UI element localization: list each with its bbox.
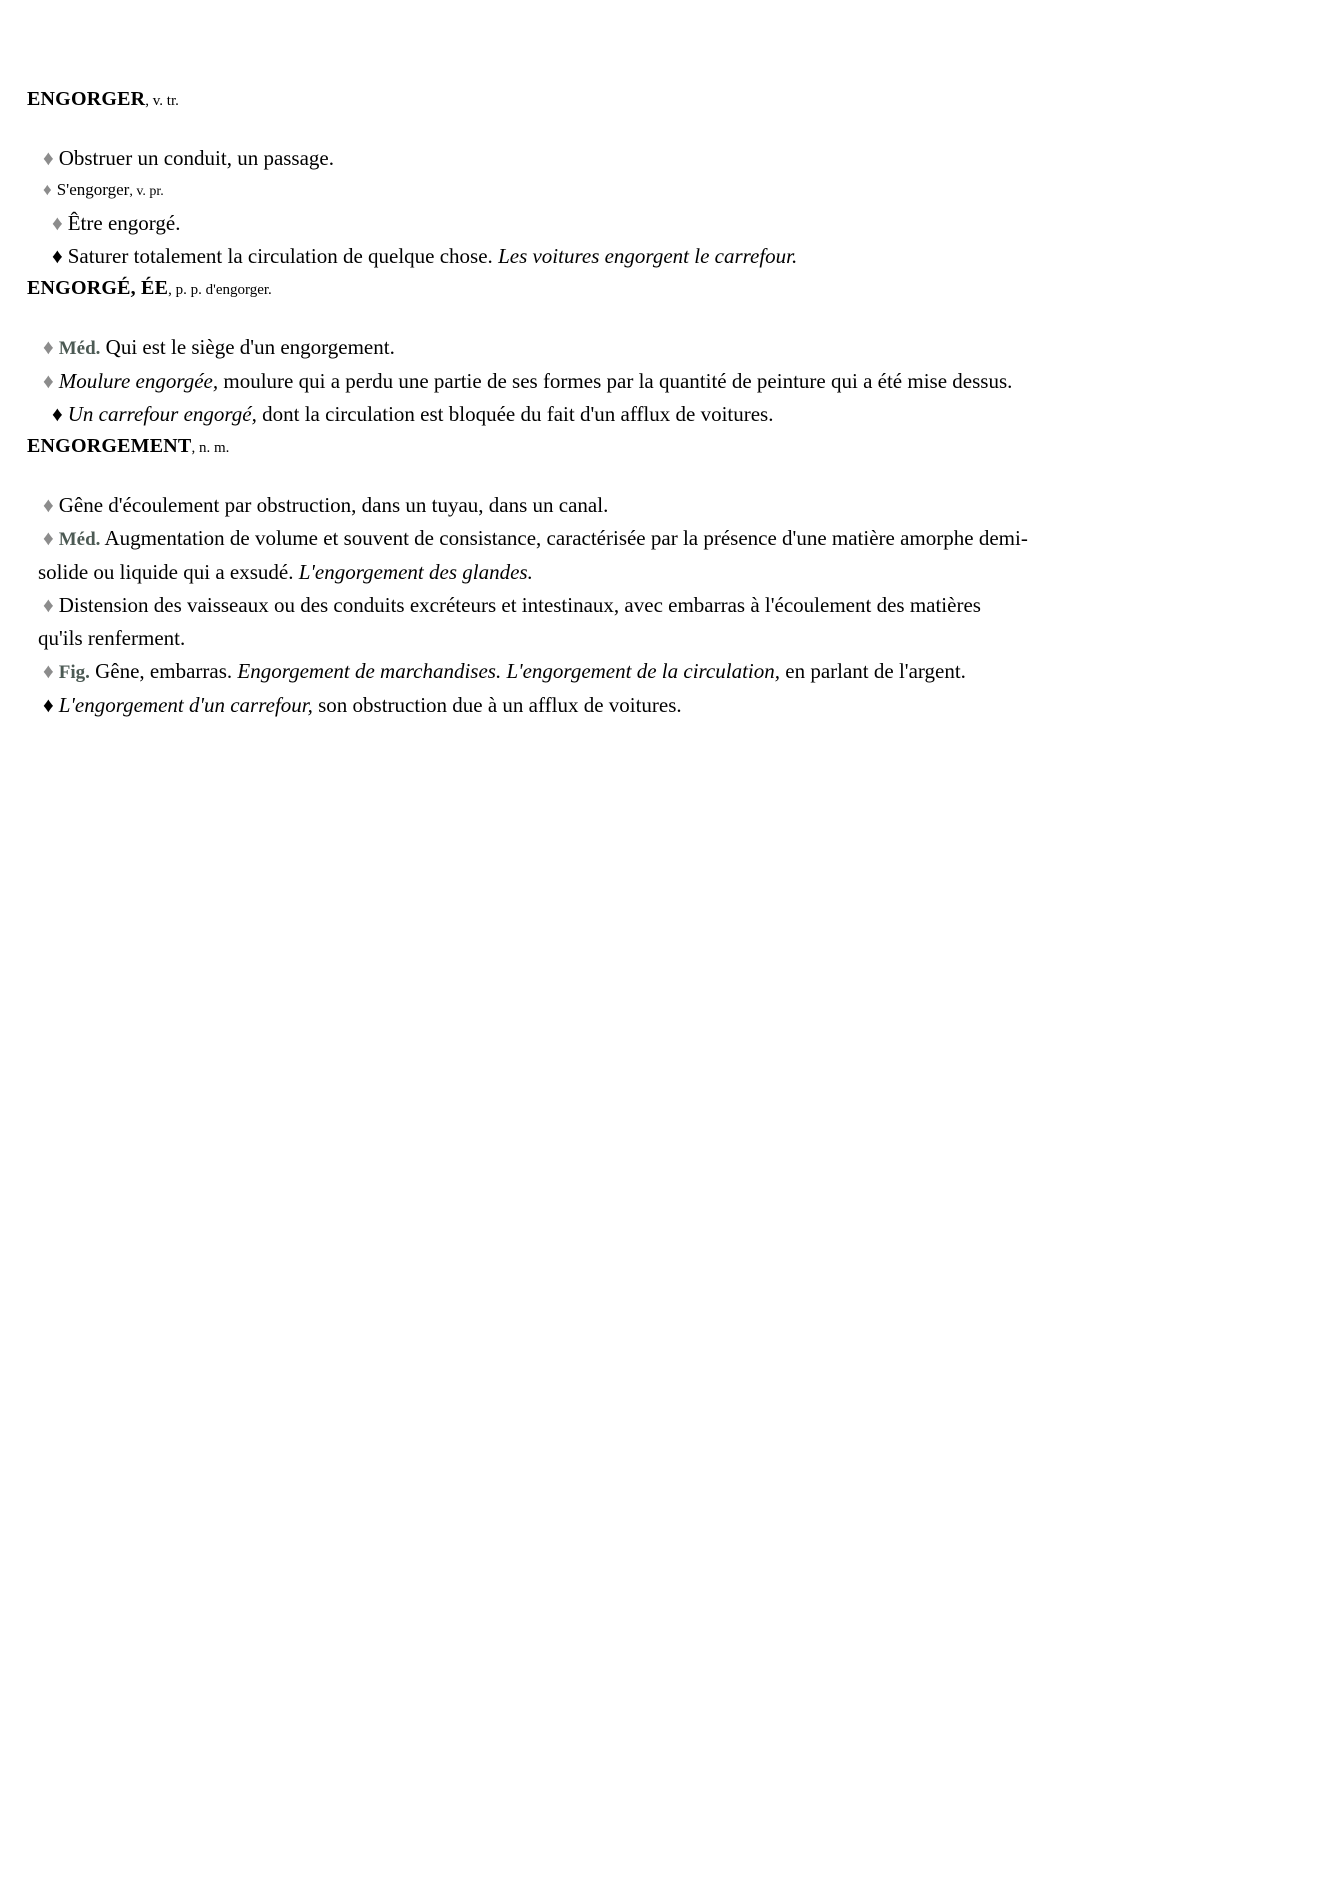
sense-line	[38, 489, 1028, 522]
sense-line	[38, 240, 1028, 273]
diamond-bullet-icon: ♦	[43, 526, 54, 550]
entry-engorge-ee	[0, 273, 1344, 431]
sense-text-normal: Obstruer un conduit, un passage.	[58, 146, 334, 170]
sense-line	[38, 522, 1028, 589]
grammar-label: , n. m.	[191, 440, 230, 456]
sense-text-normal: moulure qui a perdu une partie de ses formes par la quantité de peinture qui a été mise dessus.	[218, 369, 1013, 393]
sense-text-normal: Être engorgé.	[67, 211, 181, 235]
sense-text-normal: Gêne d'écoulement par obstruction, dans un tuyau, dans un canal.	[58, 493, 609, 517]
sense-text-italic: Engorgement de marchandises. L'engorgement de la circulation,	[237, 659, 780, 683]
sense-text-label: Fig.	[58, 662, 90, 683]
diamond-bullet-icon: ♦	[52, 244, 63, 268]
sense-text-normal: Distension des vaisseaux ou des conduits excréteurs et intestinaux, avec embarras à l'écoulement des matières qu'ils renferment.	[38, 593, 981, 650]
sense-text-italic: Un carrefour engorgé,	[67, 402, 257, 426]
diamond-bullet-icon: ♦	[43, 693, 54, 717]
sense-text-italic: L'engorgement des glandes.	[298, 560, 533, 584]
sense-text-normal: en parlant de l'argent.	[780, 659, 966, 683]
sense-text-normal: dont la circulation est bloquée du fait d'un afflux de voitures.	[256, 402, 774, 426]
headword-line	[27, 84, 1344, 116]
headword: ENGORGÉ, ÉE	[27, 277, 169, 299]
diamond-bullet-icon: ♦	[52, 211, 63, 235]
sense-text-normal: Gêne, embarras.	[89, 659, 238, 683]
sense-text-italic: L'engorgement d'un carrefour,	[58, 693, 313, 717]
diamond-bullet-icon: ♦	[43, 369, 54, 393]
sense-line	[38, 689, 1028, 722]
sense-text-normal: Augmentation de volume et souvent de consistance, caractérisée par la présence d'une matière amorphe demi-solide ou liquide qui a exsudé.	[38, 526, 1028, 584]
headword: ENGORGER	[27, 88, 146, 110]
entry-engorger	[0, 84, 1344, 273]
diamond-bullet-icon: ♦	[43, 146, 54, 170]
headword-line	[27, 273, 1344, 305]
sense-text-label: Méd.	[58, 529, 101, 550]
diamond-bullet-icon: ♦	[43, 593, 54, 617]
entry-engorgement	[0, 431, 1344, 722]
diamond-bullet-icon: ♦	[43, 335, 54, 359]
sense-line	[38, 398, 1028, 431]
sense-text-normal: Qui est le siège d'un engorgement.	[100, 335, 395, 359]
sense-line	[38, 331, 1028, 365]
sense-text-normal: S'engorger	[56, 180, 130, 199]
headword-line	[27, 431, 1344, 463]
headword: ENGORGEMENT	[27, 435, 192, 457]
dictionary-page	[0, 0, 1344, 722]
diamond-bullet-icon: ♦	[43, 180, 52, 199]
diamond-bullet-icon: ♦	[43, 659, 54, 683]
diamond-bullet-icon: ♦	[52, 402, 63, 426]
sense-line	[38, 175, 1028, 207]
sense-line	[38, 142, 1028, 175]
grammar-label: , p. p. d'engorger.	[168, 282, 272, 298]
grammar-label: , v. tr.	[145, 93, 179, 109]
sense-line	[38, 589, 1028, 655]
sense-text-suffix: , v. pr.	[129, 184, 164, 199]
sense-text-italic: Les voitures engorgent le carrefour.	[498, 244, 798, 268]
sense-text-normal: son obstruction due à un afflux de voitures.	[312, 693, 682, 717]
sense-line	[38, 365, 1028, 398]
sense-line	[38, 655, 1028, 689]
sense-line	[38, 207, 1028, 240]
diamond-bullet-icon: ♦	[43, 493, 54, 517]
sense-text-normal: Saturer totalement la circulation de quelque chose.	[67, 244, 499, 268]
sense-text-italic: Moulure engorgée,	[58, 369, 219, 393]
sense-text-label: Méd.	[58, 338, 101, 359]
